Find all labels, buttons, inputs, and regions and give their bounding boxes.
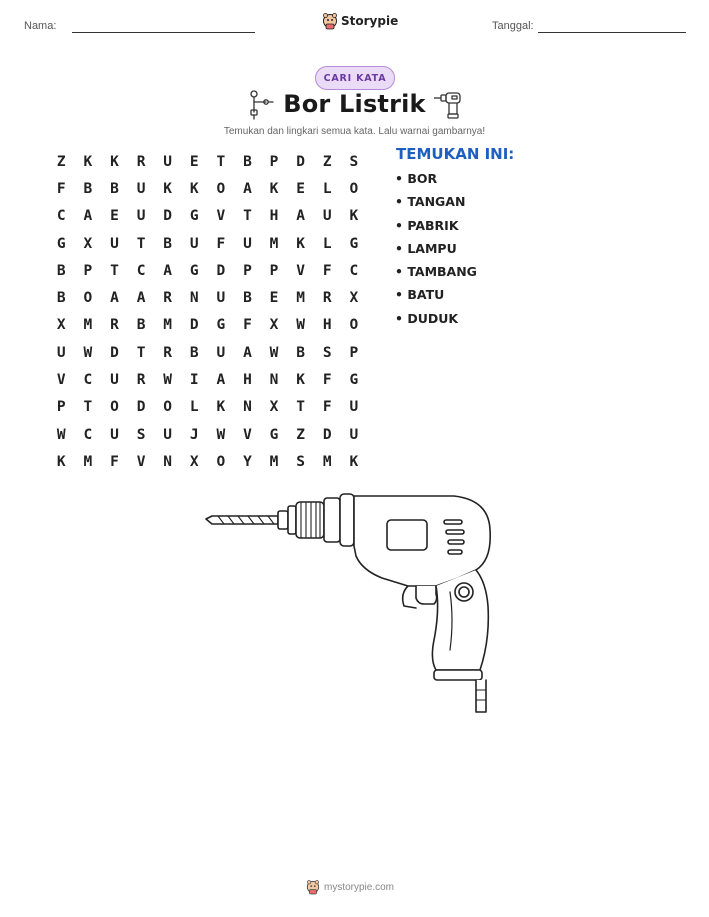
find-list-title: TEMUKAN INI: bbox=[396, 145, 515, 163]
name-label: Nama: bbox=[24, 20, 57, 32]
grid-letter[interactable]: W bbox=[56, 426, 66, 443]
grid-letter[interactable]: A bbox=[136, 290, 146, 307]
grid-letter[interactable]: H bbox=[322, 317, 332, 334]
grid-letter[interactable]: R bbox=[163, 290, 173, 307]
grid-letter[interactable]: R bbox=[136, 153, 146, 170]
grid-letter[interactable]: F bbox=[216, 235, 226, 252]
grid-row bbox=[48, 394, 367, 421]
storypie-mascot-icon bbox=[322, 12, 338, 30]
grid-letter[interactable]: G bbox=[189, 262, 199, 279]
grid-letter[interactable]: M bbox=[322, 453, 332, 470]
grid-letter[interactable]: H bbox=[269, 208, 279, 225]
grid-letter[interactable]: D bbox=[189, 317, 199, 334]
grid-letter[interactable]: T bbox=[296, 399, 305, 416]
grid-letter[interactable]: L bbox=[189, 399, 199, 416]
grid-letter[interactable]: K bbox=[269, 180, 279, 197]
grid-letter[interactable]: U bbox=[136, 180, 146, 197]
grid-letter[interactable]: E bbox=[110, 208, 119, 225]
grid-letter[interactable]: F bbox=[243, 317, 252, 334]
grid-letter[interactable]: O bbox=[216, 180, 226, 197]
grid-letter[interactable]: B bbox=[163, 235, 173, 252]
grid-letter[interactable]: U bbox=[189, 235, 199, 252]
grid-row bbox=[48, 175, 367, 202]
grid-letter[interactable]: R bbox=[110, 317, 119, 334]
grid-letter[interactable]: C bbox=[136, 262, 146, 279]
grid-letter[interactable]: W bbox=[163, 372, 173, 389]
grid-letter[interactable]: B bbox=[296, 344, 305, 361]
name-line[interactable] bbox=[72, 32, 255, 33]
grid-letter[interactable]: R bbox=[163, 344, 173, 361]
grid-letter[interactable]: G bbox=[349, 372, 359, 389]
grid-letter[interactable]: B bbox=[136, 317, 146, 334]
grid-letter[interactable]: S bbox=[296, 453, 305, 470]
grid-letter[interactable]: M bbox=[269, 235, 279, 252]
grid-letter[interactable]: C bbox=[83, 426, 93, 443]
page-title: Bor Listrik bbox=[283, 90, 426, 118]
grid-letter[interactable]: K bbox=[83, 153, 93, 170]
grid-letter[interactable]: C bbox=[83, 372, 93, 389]
grid-letter[interactable]: D bbox=[216, 262, 226, 279]
grid-letter[interactable]: V bbox=[243, 426, 252, 443]
grid-letter[interactable]: K bbox=[296, 372, 305, 389]
grid-letter[interactable]: M bbox=[83, 317, 93, 334]
word-item: • BATU bbox=[395, 287, 445, 303]
grid-letter[interactable]: U bbox=[110, 235, 119, 252]
grid-letter[interactable]: E bbox=[269, 290, 279, 307]
word-item: • DUDUK bbox=[395, 310, 459, 326]
grid-letter[interactable]: A bbox=[163, 262, 173, 279]
footer bbox=[306, 879, 394, 895]
grid-letter[interactable]: N bbox=[189, 290, 199, 307]
grid-letter[interactable]: R bbox=[136, 372, 146, 389]
grid-letter[interactable]: W bbox=[83, 344, 93, 361]
grid-row bbox=[48, 257, 367, 284]
grid-letter[interactable]: A bbox=[243, 344, 252, 361]
grid-letter[interactable]: V bbox=[216, 208, 226, 225]
storypie-mascot-icon bbox=[306, 879, 320, 895]
grid-letter[interactable]: W bbox=[269, 344, 279, 361]
grid-letter[interactable]: T bbox=[243, 208, 252, 225]
grid-letter[interactable]: C bbox=[349, 262, 359, 279]
grid-letter[interactable]: K bbox=[349, 208, 359, 225]
word-item: • BOR bbox=[395, 171, 438, 186]
word-list bbox=[395, 171, 477, 334]
grid-letter[interactable]: S bbox=[349, 153, 359, 170]
grid-letter[interactable]: O bbox=[110, 399, 119, 416]
grid-letter[interactable]: B bbox=[243, 290, 252, 307]
grid-letter[interactable]: K bbox=[110, 153, 119, 170]
word-item: • LAMPU bbox=[395, 240, 457, 256]
grid-letter[interactable]: M bbox=[296, 290, 305, 307]
grid-letter[interactable]: A bbox=[83, 208, 93, 225]
grid-letter[interactable]: K bbox=[56, 453, 66, 470]
grid-letter[interactable]: L bbox=[322, 235, 332, 252]
grid-letter[interactable]: X bbox=[349, 290, 359, 307]
grid-letter[interactable]: T bbox=[136, 235, 146, 252]
grid-row bbox=[48, 339, 367, 366]
grid-letter[interactable]: U bbox=[163, 426, 173, 443]
grid-letter[interactable]: O bbox=[349, 317, 359, 334]
grid-letter[interactable]: N bbox=[163, 453, 173, 470]
grid-letter[interactable]: B bbox=[56, 290, 66, 307]
grid-letter[interactable]: F bbox=[322, 399, 332, 416]
electric-drill-illustration bbox=[204, 490, 494, 715]
grid-letter[interactable]: U bbox=[110, 372, 119, 389]
grid-letter[interactable]: I bbox=[189, 372, 199, 389]
brand-logo bbox=[322, 12, 398, 30]
grid-letter[interactable]: W bbox=[296, 317, 305, 334]
grid-letter[interactable]: P bbox=[56, 399, 66, 416]
grid-row bbox=[48, 448, 367, 475]
grid-letter[interactable]: D bbox=[322, 426, 332, 443]
grid-letter[interactable]: E bbox=[189, 153, 199, 170]
date-label: Tanggal: bbox=[492, 20, 534, 32]
grid-letter[interactable]: C bbox=[56, 208, 66, 225]
date-line[interactable] bbox=[538, 32, 686, 33]
grid-letter[interactable]: O bbox=[216, 453, 226, 470]
grid-letter[interactable]: P bbox=[83, 262, 93, 279]
power-drill-icon bbox=[432, 88, 464, 120]
grid-letter[interactable]: B bbox=[83, 180, 93, 197]
grid-letter[interactable]: H bbox=[243, 372, 252, 389]
grid-letter[interactable]: T bbox=[136, 344, 146, 361]
grid-letter[interactable]: O bbox=[83, 290, 93, 307]
footer-url[interactable]: mystorypie.com bbox=[324, 881, 395, 893]
grid-letter[interactable]: A bbox=[216, 372, 226, 389]
grid-letter[interactable]: E bbox=[296, 180, 305, 197]
grid-letter[interactable]: U bbox=[216, 290, 226, 307]
grid-row bbox=[48, 148, 367, 175]
grid-letter[interactable]: S bbox=[322, 344, 332, 361]
grid-letter[interactable]: K bbox=[189, 180, 199, 197]
grid-letter[interactable]: Z bbox=[322, 153, 332, 170]
grid-letter[interactable]: A bbox=[296, 208, 305, 225]
grid-letter[interactable]: B bbox=[110, 180, 119, 197]
word-search-grid bbox=[48, 148, 367, 476]
grid-letter[interactable]: B bbox=[189, 344, 199, 361]
grid-letter[interactable]: V bbox=[296, 262, 305, 279]
word-item: • TAMBANG bbox=[395, 264, 477, 280]
grid-row bbox=[48, 284, 367, 311]
grid-letter[interactable]: V bbox=[56, 372, 66, 389]
grid-letter[interactable]: O bbox=[163, 399, 173, 416]
grid-letter[interactable]: L bbox=[322, 180, 332, 197]
grid-letter[interactable]: T bbox=[216, 153, 226, 170]
grid-letter[interactable]: N bbox=[243, 399, 252, 416]
grid-row bbox=[48, 421, 367, 448]
grid-letter[interactable]: D bbox=[163, 208, 173, 225]
grid-letter[interactable]: G bbox=[216, 317, 226, 334]
grid-letter[interactable]: P bbox=[243, 262, 252, 279]
grid-letter[interactable]: F bbox=[56, 180, 66, 197]
grid-letter[interactable]: U bbox=[163, 153, 173, 170]
word-item: • PABRIK bbox=[395, 217, 459, 233]
grid-letter[interactable]: U bbox=[322, 208, 332, 225]
grid-row bbox=[48, 366, 367, 393]
grid-letter[interactable]: X bbox=[189, 453, 199, 470]
grid-letter[interactable]: S bbox=[136, 426, 146, 443]
grid-letter[interactable]: T bbox=[110, 262, 119, 279]
grid-letter[interactable]: F bbox=[110, 453, 119, 470]
grid-letter[interactable]: Z bbox=[296, 426, 305, 443]
word-item: • TANGAN bbox=[395, 194, 466, 210]
grid-letter[interactable]: O bbox=[349, 180, 359, 197]
grid-letter[interactable]: U bbox=[243, 235, 252, 252]
grid-letter[interactable]: Z bbox=[56, 153, 66, 170]
grid-letter[interactable]: M bbox=[269, 453, 279, 470]
grid-letter[interactable]: K bbox=[349, 453, 359, 470]
grid-letter[interactable]: T bbox=[83, 399, 93, 416]
grid-letter[interactable]: U bbox=[349, 399, 359, 416]
grid-letter[interactable]: U bbox=[110, 426, 119, 443]
grid-letter[interactable]: P bbox=[349, 344, 359, 361]
grid-row bbox=[48, 230, 367, 257]
grid-letter[interactable]: K bbox=[216, 399, 226, 416]
grid-letter[interactable]: A bbox=[110, 290, 119, 307]
grid-letter[interactable]: U bbox=[136, 208, 146, 225]
grid-letter[interactable]: X bbox=[269, 317, 279, 334]
grid-letter[interactable]: U bbox=[56, 344, 66, 361]
grid-letter[interactable]: F bbox=[322, 262, 332, 279]
grid-letter[interactable]: F bbox=[322, 372, 332, 389]
grid-letter[interactable]: W bbox=[216, 426, 226, 443]
grid-letter[interactable]: K bbox=[163, 180, 173, 197]
grid-letter[interactable]: V bbox=[136, 453, 146, 470]
grid-letter[interactable]: U bbox=[349, 426, 359, 443]
grid-letter[interactable]: R bbox=[322, 290, 332, 307]
activity-badge: CARI KATA bbox=[315, 66, 395, 90]
grid-letter[interactable]: D bbox=[110, 344, 119, 361]
grid-letter[interactable]: D bbox=[296, 153, 305, 170]
grid-letter[interactable]: X bbox=[83, 235, 93, 252]
grid-letter[interactable]: B bbox=[243, 153, 252, 170]
grid-letter[interactable]: K bbox=[296, 235, 305, 252]
grid-row bbox=[48, 312, 367, 339]
grid-letter[interactable]: M bbox=[163, 317, 173, 334]
grid-letter[interactable]: G bbox=[189, 208, 199, 225]
grid-letter[interactable]: P bbox=[269, 153, 279, 170]
grid-letter[interactable]: J bbox=[189, 426, 199, 443]
grid-letter[interactable]: B bbox=[56, 262, 66, 279]
grid-letter[interactable]: A bbox=[243, 180, 252, 197]
grid-letter[interactable]: D bbox=[136, 399, 146, 416]
grid-letter[interactable]: P bbox=[269, 262, 279, 279]
grid-letter[interactable]: M bbox=[83, 453, 93, 470]
brand-name: Storypie bbox=[341, 14, 399, 28]
grid-letter[interactable]: X bbox=[56, 317, 66, 334]
grid-letter[interactable]: X bbox=[269, 399, 279, 416]
grid-letter[interactable]: N bbox=[269, 372, 279, 389]
grid-letter[interactable]: G bbox=[56, 235, 66, 252]
grid-letter[interactable]: G bbox=[269, 426, 279, 443]
grid-letter[interactable]: U bbox=[216, 344, 226, 361]
grid-letter[interactable]: G bbox=[349, 235, 359, 252]
grid-letter[interactable]: Y bbox=[243, 453, 252, 470]
grid-row bbox=[48, 203, 367, 230]
instructions: Temukan dan lingkari semua kata. Lalu warnai gambarnya! bbox=[223, 126, 486, 137]
